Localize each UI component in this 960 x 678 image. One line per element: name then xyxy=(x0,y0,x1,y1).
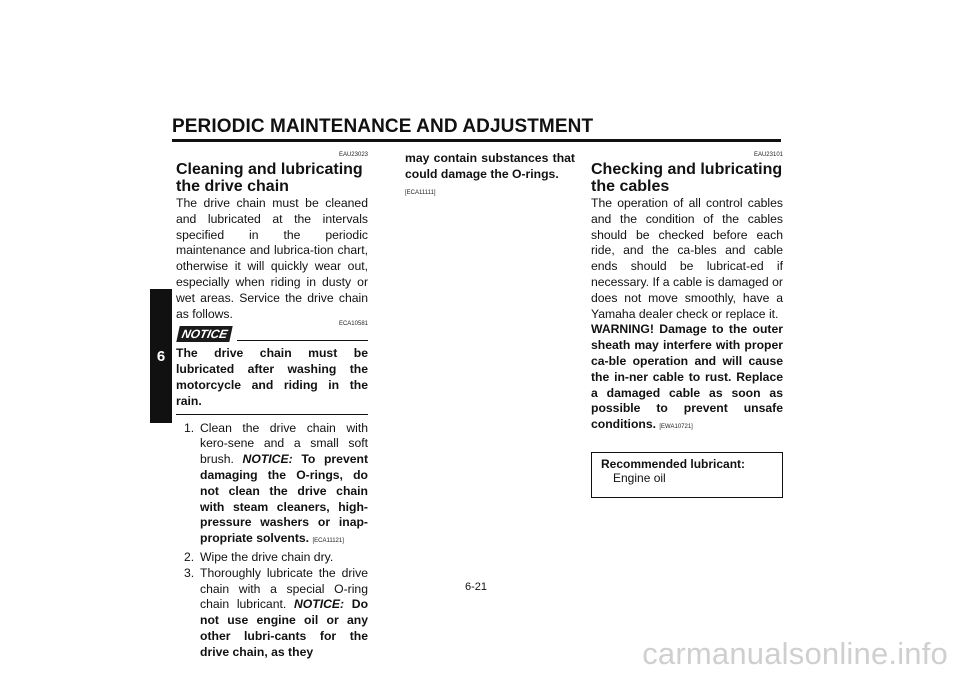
inline-notice-label: NOTICE: xyxy=(293,597,345,612)
list-item xyxy=(184,550,368,566)
step-number: 1. xyxy=(184,420,195,435)
drive-chain-intro: The drive chain must be cleaned and lubricated at the intervals specified in the periodic maintenance and lubrica-tion chart, otherwise it will quickly wear out, especially when riding in dusty or wet areas. Service the drive chain as follows. xyxy=(176,196,368,321)
step-number: 3. xyxy=(184,565,195,580)
lubricant-label: Recommended lubricant: xyxy=(601,456,746,471)
list-item xyxy=(184,421,368,550)
continuation-code: [ECA11111] xyxy=(405,189,436,196)
notice-code: ECA10581 xyxy=(338,321,368,328)
inline-notice-label: NOTICE: xyxy=(242,452,293,467)
notice-badge: NOTICE xyxy=(176,326,233,342)
column-middle xyxy=(405,151,575,197)
inline-notice-text: Do not use engine oil or any other lubri-cants for the drive chain, as they xyxy=(200,597,369,659)
lubricant-value: Engine oil xyxy=(613,470,666,485)
page-header-title: PERIODIC MAINTENANCE AND ADJUSTMENT xyxy=(172,116,594,137)
column-right xyxy=(591,151,783,498)
notice-rule xyxy=(237,340,368,341)
recommended-lubricant-box xyxy=(591,452,783,498)
column-left xyxy=(176,151,368,661)
warning-body: WARNING! Damage to the outer sheath may interfere with proper ca-ble operation and will cause the in-ner cable to rust. Replace a damaged cable as soon as possible to prevent unsafe conditions. xyxy=(591,322,783,432)
drive-chain-steps xyxy=(176,421,368,661)
warning-text xyxy=(591,322,783,436)
section-code: EAU23101 xyxy=(753,152,783,158)
list-item xyxy=(184,566,368,661)
notice-text: The drive chain must be lubricated after washing the motorcycle and riding in the rain. xyxy=(176,346,368,414)
step-text: Thoroughly lubricate the drive chain with a special O-ring chain lubricant. xyxy=(200,565,368,612)
warning-code: [EWA10721] xyxy=(659,424,693,431)
watermark: carmanualsonline.info xyxy=(642,636,948,671)
step-number: 2. xyxy=(184,549,195,564)
step-text: Wipe the drive chain dry. xyxy=(200,549,334,564)
section-code: EAU23023 xyxy=(338,152,368,158)
cables-intro: The operation of all control cables and the condition of the cables should be checked before each ride, and the ca-bles and cable ends should be lubricat-ed if necessary. If a cable is damaged or does not move smoothly, have a Yamaha dealer check or replace it. xyxy=(591,196,783,321)
section-heading-drive-chain: Cleaning and lubricating the drive chain xyxy=(176,161,363,195)
chapter-tab: 6 xyxy=(150,289,172,423)
inline-notice-text: To prevent damaging the O-rings, do not clean the drive chain with steam cleaners, high-pressure washers or inap-propriate solvents. xyxy=(200,452,368,546)
page-number: 6-21 xyxy=(465,581,488,593)
inline-notice-code: [ECA11121] xyxy=(312,538,344,545)
continuation-text: may contain substances that could damage the O-rings. xyxy=(405,151,575,181)
step-text: Clean the drive chain with kero-sene and a small soft brush. xyxy=(200,420,368,467)
header-rule xyxy=(172,139,781,142)
section-heading-cables: Checking and lubricating the cables xyxy=(591,161,783,195)
